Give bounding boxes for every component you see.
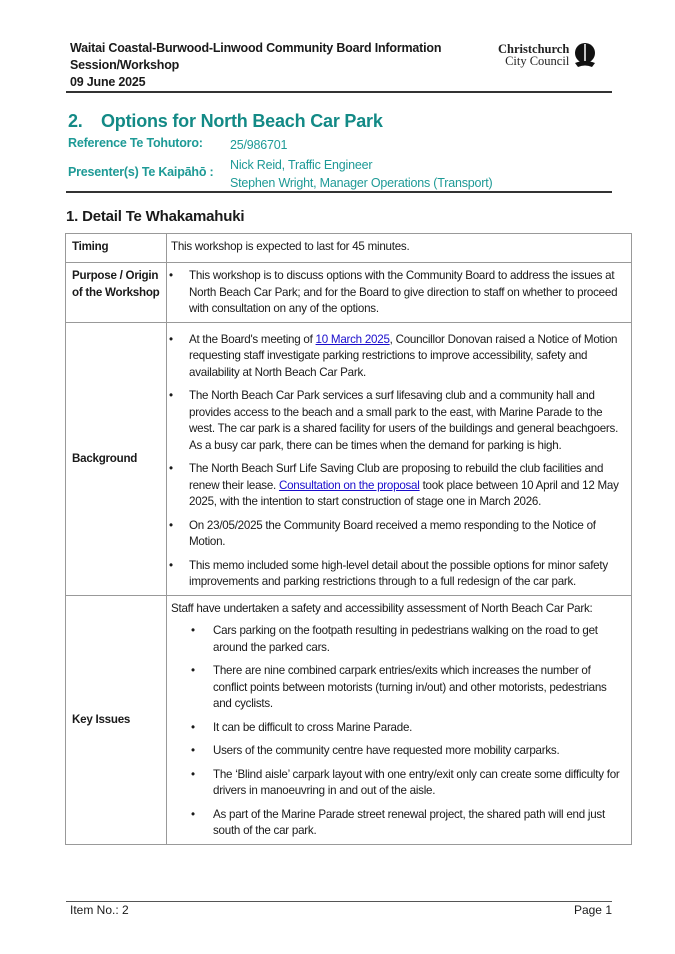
reference-value: 25/986701: [230, 138, 288, 152]
session-type: Session/Workshop: [70, 58, 180, 72]
list-item: • Users of the community centre have requested more mobility carparks.: [171, 743, 627, 760]
purpose-cell: [167, 263, 632, 323]
presenter-1: Nick Reid, Traffic Engineer: [230, 158, 373, 172]
key-issues-intro: Staff have undertaken a safety and accessibility assessment of North Beach Car Park:: [171, 601, 593, 615]
list-item: • On 23/05/2025 the Community Board received a memo responding to the Notice of Motion.: [171, 518, 627, 551]
board-name: Waitai Coastal-Burwood-Linwood Community Board Information: [70, 41, 442, 55]
item-number-footer: Item No.: 2: [70, 903, 129, 917]
logo-text-2: City Council: [505, 54, 570, 68]
consultation-link[interactable]: Consultation on the proposal: [278, 478, 420, 492]
list-item: • The North Beach Car Park services a surf lifesaving club and a community hall and provides access to the beach and a small park to the east, with Marine Parade to the west. The car park is a shared facility for users of the buildings and general beachgoers. As a busy car park, there can be times when the demand for parking is high.: [171, 388, 627, 454]
logo-text-1: Christchurch: [498, 42, 570, 56]
text: At the Board's meeting of: [189, 332, 316, 346]
item-title-text: Options for North Beach Car Park: [101, 111, 383, 131]
document-header: [70, 40, 441, 91]
table-row-key-issues: [66, 595, 632, 844]
timing-label: Timing: [66, 234, 167, 263]
table-row-purpose: [66, 263, 632, 323]
table-row-timing: [66, 234, 632, 263]
detail-table: [65, 233, 632, 845]
presenter-2: Stephen Wright, Manager Operations (Transport): [230, 176, 493, 190]
timing-text: This workshop is expected to last for 45 minutes.: [167, 234, 632, 263]
key-issues-cell: [167, 595, 632, 844]
list-item: • It can be difficult to cross Marine Parade.: [171, 720, 627, 737]
list-item: [171, 461, 627, 511]
text: The North Beach Surf Life Saving Club are proposing to rebuild the club facilities and renew their lease.: [189, 462, 604, 492]
text: took place between 10 April and 12 May 2025, with the intention to start construction of stage one in March 2026.: [189, 478, 619, 508]
text: , Councillor Donovan raised a Notice of Motion requesting staff investigate parking restrictions to improve accessibility, safety and availability at North Beach Car Park.: [189, 332, 618, 379]
list-item: • As part of the Marine Parade street renewal project, the shared path will end just south of the car park.: [171, 807, 627, 840]
page-number: Page 1: [573, 903, 612, 917]
list-item: • This memo included some high-level detail about the possible options for minor safety improvements and parking restrictions through to a full redesign of the car park.: [171, 558, 627, 591]
list-item: • Cars parking on the footpath resulting in pedestrians walking on the road to get around the parked cars.: [171, 623, 627, 656]
footer-divider: [66, 901, 612, 902]
meeting-link[interactable]: 10 March 2025: [315, 332, 390, 346]
purpose-label: Purpose / Origin of the Workshop: [66, 263, 167, 323]
title-divider: [66, 191, 612, 193]
item-number: 2.: [68, 111, 83, 131]
item-title: [68, 111, 383, 132]
header-divider: [66, 91, 612, 93]
section-title: 1. Detail Te Whakamahuki: [66, 208, 245, 225]
background-label: Background: [66, 322, 167, 595]
purpose-text: • This workshop is to discuss options with the Community Board to address the issues at North Beach Car Park; and for the Board to give direction to staff on whether to proceed with consultation on any of the options.: [171, 268, 627, 318]
presenter-label: Presenter(s) Te Kaipāhō :: [68, 165, 214, 179]
cathedral-logo-icon: [572, 42, 598, 68]
background-cell: [167, 322, 632, 595]
council-logo: [498, 42, 598, 68]
meeting-date: 09 June 2025: [70, 75, 146, 89]
reference-label: Reference Te Tohutoro:: [68, 136, 203, 150]
list-item: [171, 332, 627, 382]
list-item: • The ‘Blind aisle’ carpark layout with one entry/exit only can create some difficulty for drivers in manoeuvring in and out of the aisle.: [171, 767, 627, 800]
key-issues-label: Key Issues: [66, 595, 167, 844]
table-row-background: [66, 322, 632, 595]
list-item: • There are nine combined carpark entries/exits which increases the number of conflict points between motorists (turning in/out) and other motorists, pedestrians and cyclists.: [171, 663, 627, 713]
